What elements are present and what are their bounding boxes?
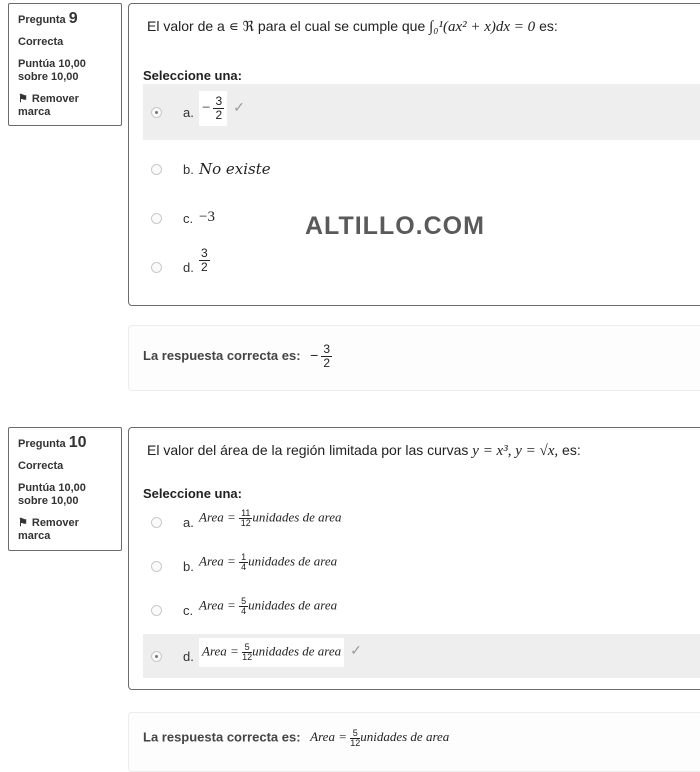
radio-icon[interactable] bbox=[151, 164, 162, 175]
radio-icon[interactable] bbox=[151, 517, 162, 528]
feedback-box-10 bbox=[128, 712, 700, 772]
radio-icon[interactable] bbox=[151, 651, 162, 662]
option-answer: Area = $\frac{5}{12}$ unidades de area ✓ bbox=[199, 638, 362, 667]
question-state: Correcta bbox=[18, 460, 64, 472]
question-text: El valor de a ∊ ℜ para el cual se cumple que ∫₀¹(ax² + x)dx = 0 es: bbox=[147, 18, 558, 35]
option-answer: Area = $\frac{11}{12}$ unidades de area bbox=[199, 508, 342, 528]
option-answer: $\frac{3}{2}$ bbox=[201, 246, 208, 274]
pregunta-label: Pregunta bbox=[18, 438, 66, 450]
option-b[interactable] bbox=[143, 145, 700, 193]
flag-icon: ⚑ bbox=[18, 93, 28, 105]
option-answer: Area = $\frac{5}{4}$ unidades de area bbox=[199, 596, 338, 616]
question-box-9 bbox=[128, 3, 700, 306]
radio-icon[interactable] bbox=[151, 561, 162, 572]
question-formula: y = x³, y = √x, bbox=[472, 443, 559, 459]
option-answer: − $\frac{3}{2}$ ✓ bbox=[199, 91, 245, 126]
correct-answer-feedback: La respuesta correcta es: Area = $\frac{5}{12}$ unidades de area bbox=[143, 728, 450, 748]
option-d[interactable] bbox=[143, 240, 700, 288]
option-letter: b. bbox=[183, 559, 194, 574]
option-letter: a. bbox=[183, 515, 194, 530]
option-answer: No existe bbox=[199, 160, 271, 178]
radio-icon[interactable] bbox=[151, 262, 162, 273]
question-number: 10 bbox=[68, 434, 87, 451]
select-one-label: Seleccione una: bbox=[143, 486, 242, 501]
question-info-9 bbox=[8, 3, 122, 126]
question-grade: Puntúa 10,00 sobre 10,00 bbox=[18, 58, 86, 83]
radio-icon[interactable] bbox=[151, 605, 162, 616]
correct-answer-feedback: La respuesta correcta es: − $\frac{3}{2}$ bbox=[143, 342, 331, 370]
flag-icon: ⚑ bbox=[18, 517, 28, 529]
option-answer: Area = $\frac{1}{4}$ unidades de area bbox=[199, 552, 338, 572]
option-answer: −3 bbox=[199, 209, 215, 225]
question-formula: ∫₀¹(ax² + x)dx = 0 bbox=[429, 19, 536, 35]
check-icon: ✓ bbox=[350, 644, 362, 660]
remove-flag-button[interactable]: ⚑ Remover marca bbox=[18, 93, 79, 118]
question-state: Correcta bbox=[18, 36, 64, 48]
option-c[interactable] bbox=[143, 588, 700, 634]
question-box-10 bbox=[128, 427, 700, 690]
watermark: ALTILLO.COM bbox=[305, 212, 485, 240]
question-grade: Puntúa 10,00 sobre 10,00 bbox=[18, 482, 86, 507]
option-a[interactable] bbox=[143, 500, 700, 546]
check-icon: ✓ bbox=[233, 100, 245, 116]
select-one-label: Seleccione una: bbox=[143, 68, 242, 83]
option-b[interactable] bbox=[143, 544, 700, 590]
question-info-10 bbox=[8, 427, 122, 551]
option-d[interactable] bbox=[143, 634, 700, 678]
option-letter: d. bbox=[183, 260, 194, 275]
option-letter: b. bbox=[183, 162, 194, 177]
option-letter: a. bbox=[183, 105, 194, 120]
radio-icon[interactable] bbox=[151, 213, 162, 224]
option-a[interactable] bbox=[143, 84, 700, 140]
remove-flag-button[interactable]: ⚑ Remover marca bbox=[18, 517, 79, 542]
option-letter: c. bbox=[183, 603, 194, 618]
feedback-box-9 bbox=[128, 325, 700, 391]
question-text: El valor del área de la región limitada por las curvas y = x³, y = √x, es: bbox=[147, 442, 581, 459]
question-number: 9 bbox=[68, 10, 78, 27]
option-letter: d. bbox=[183, 649, 194, 664]
radio-icon[interactable] bbox=[151, 107, 162, 118]
pregunta-label: Pregunta bbox=[18, 14, 66, 26]
option-letter: c. bbox=[183, 211, 194, 226]
